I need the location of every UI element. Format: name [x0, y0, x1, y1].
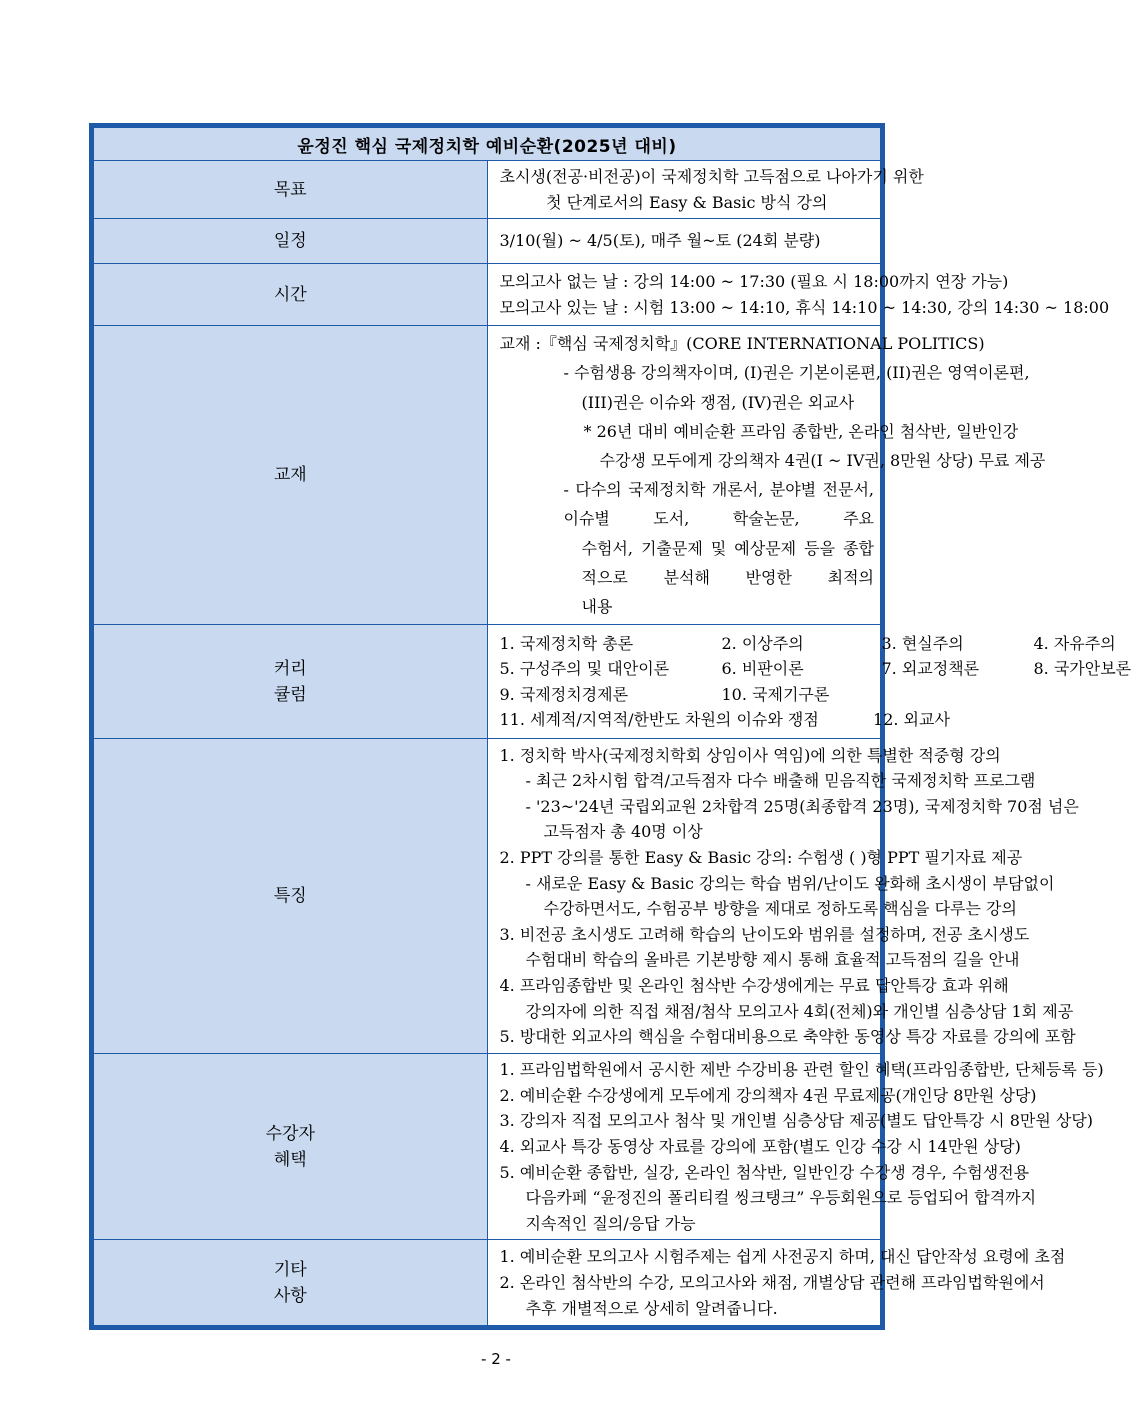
curriculum-item: 7. 외교정책론 [881, 659, 980, 679]
features-line: 2. PPT 강의를 통한 Easy & Basic 강의: 수험생 ( )형 PPT 필기자료 제공 [499, 848, 1023, 868]
curriculum-item: 4. 자유주의 [1033, 633, 1116, 653]
curriculum-item: 9. 국제정치경제론 [499, 684, 629, 704]
time-label: 시간 [94, 264, 488, 326]
curriculum-label-line: 큘럼 [273, 684, 307, 705]
features-line: - 새로운 Easy & Basic 강의는 학습 범위/난이도 완화해 초시생이 부담없이 [525, 873, 1055, 893]
features-line: 4. 프라임종합반 및 온라인 첨삭반 수강생에게는 무료 답안특강 효과 위해 [499, 976, 1009, 995]
etc-line: 추후 개별적으로 상세히 알려줍니다. [525, 1298, 778, 1318]
curriculum-item: 3. 현실주의 [881, 633, 964, 653]
textbook-content [487, 326, 1046, 625]
benefits-line: 2. 예비순환 수강생에게 모두에게 강의책자 4권 무료제공(개인당 8만원 상당) [499, 1085, 1037, 1105]
features-line: 수강하면서도, 수험공부 방향을 제대로 정하도록 핵심을 다루는 강의 [543, 899, 1017, 919]
schedule-label: 일정 [94, 219, 488, 264]
benefits-line: 5. 예비순환 종합반, 실강, 온라인 첨삭반, 일반인강 수강생 경우, 수험생전용 [499, 1162, 1030, 1182]
features-content [487, 739, 1079, 1054]
textbook-line: 교재 :『핵심 국제정치학』(CORE INTERNATIONAL POLITICS) [499, 334, 985, 354]
course-info-table [89, 123, 1131, 1330]
benefits-label-line: 혜택 [273, 1149, 307, 1170]
features-line: 5. 방대한 외교사의 핵심을 수험대비용으로 축약한 동영상 특강 자료를 강의에 포함 [499, 1027, 1076, 1047]
textbook-label: 교재 [94, 326, 488, 625]
etc-line: 1. 예비순환 모의고사 시험주제는 쉽게 사전공지 하며, 대신 답안작성 요령에 초점 [499, 1247, 1066, 1267]
etc-label [94, 1240, 488, 1326]
curriculum-label [94, 625, 488, 739]
goal-line: 첫 단계로서의 Easy & Basic 방식 강의 [546, 192, 828, 212]
curriculum-content [487, 625, 1131, 739]
time-content [487, 264, 1110, 326]
textbook-line: 내용 [581, 597, 613, 617]
curriculum-item: 11. 세계적/지역적/한반도 차원의 이슈와 쟁점 [499, 710, 819, 730]
schedule-content: 3/10(월) ~ 4/5(토), 매주 월~토 (24회 분량) [487, 219, 881, 264]
curriculum-item: 12. 외교사 [873, 710, 950, 730]
time-line: 모의고사 있는 날 : 시험 13:00 ~ 14:10, 휴식 14:10 ~ 14:30, 강의 14:30 ~ 18:00 [499, 297, 1110, 317]
benefits-line: 지속적인 질의/응답 가능 [525, 1213, 696, 1233]
features-line: 1. 정치학 박사(국제정치학회 상임이사 역임)에 의한 특별한 적중형 강의 [499, 745, 1001, 765]
goal-line: 초시생(전공·비전공)이 국제정치학 고득점으로 나아가기 위한 [499, 167, 924, 186]
features-line: 3. 비전공 초시생도 고려해 학습의 난이도와 범위를 설정하며, 전공 초시생도 [499, 924, 1030, 944]
textbook-line: (III)권은 이슈와 쟁점, (IV)권은 외교사 [581, 392, 855, 412]
curriculum-grid [499, 631, 1131, 708]
textbook-line: 수강생 모두에게 강의책자 4권(I ~ IV권, 8만원 상당) 무료 제공 [599, 451, 1046, 470]
curriculum-item: 2. 이상주의 [721, 633, 804, 653]
benefits-label-line: 수강자 [265, 1123, 315, 1144]
benefits-line: 3. 강의자 직접 모의고사 첨삭 및 개인별 심층상담 제공(별도 답안특강 시 8만원 상당) [499, 1111, 1094, 1131]
curriculum-last-row [499, 707, 950, 733]
features-label: 특징 [94, 739, 488, 1054]
table-title: 윤정진 핵심 국제정치학 예비순환(2025년 대비) [94, 128, 881, 161]
curriculum-item: 1. 국제정치학 총론 [499, 633, 634, 653]
textbook-line: - 다수의 국제정치학 개론서, 분야별 전문서, 이슈별 도서, 학술논문, 주요 [563, 480, 874, 529]
benefits-line: 4. 외교사 특강 동영상 자료를 강의에 포함(별도 인강 수강 시 14만원 상당) [499, 1137, 1021, 1156]
benefits-line: 다음카페 “윤정진의 폴리티컬 씽크탱크” 우등회원으로 등업되어 합격까지 [525, 1188, 1037, 1208]
benefits-label [94, 1054, 488, 1240]
goal-label: 목표 [94, 161, 488, 219]
curriculum-label-line: 커리 [273, 658, 307, 679]
etc-label-line: 기타 [273, 1259, 307, 1280]
textbook-line: 수험서, 기출문제 및 예상문제 등을 종합적으로 분석해 반영한 최적의 [581, 538, 874, 587]
page-number: - 2 - [481, 1350, 511, 1368]
textbook-line: - 수험생용 강의책자이며, (I)권은 기본이론편, (II)권은 영역이론편, [563, 363, 1030, 383]
curriculum-item: 10. 국제기구론 [721, 684, 830, 704]
etc-content [487, 1240, 1066, 1326]
curriculum-item: 6. 비판이론 [721, 659, 804, 679]
features-line: 수험대비 학습의 올바른 기본방향 제시 통해 효율적 고득점의 길을 안내 [525, 950, 1020, 970]
curriculum-item: 8. 국가안보론 [1033, 659, 1131, 679]
etc-line: 2. 온라인 첨삭반의 수강, 모의고사와 채점, 개별상담 관련해 프라임법학원에서 [499, 1273, 1045, 1293]
goal-content [487, 161, 924, 219]
features-line: - '23~'24년 국립외교원 2차합격 25명(최종합격 23명), 국제정치학 70점 넘은 [525, 796, 1079, 816]
features-line: - 최근 2차시험 합격/고득점자 다수 배출해 믿음직한 국제정치학 프로그램 [525, 771, 1036, 791]
curriculum-item: 5. 구성주의 및 대안이론 [499, 659, 670, 679]
textbook-line: * 26년 대비 예비순환 프라임 종합반, 온라인 첨삭반, 일반인강 [583, 421, 1019, 441]
benefits-content [487, 1054, 1104, 1240]
features-line: 고득점자 총 40명 이상 [543, 822, 703, 842]
benefits-line: 1. 프라임법학원에서 공시한 제반 수강비용 관련 할인 혜택(프라임종합반, 단체등록 등) [499, 1060, 1104, 1080]
features-line: 강의자에 의한 직접 채점/첨삭 모의고사 4회(전체)와 개인별 심층상담 1회 제공 [525, 1001, 1074, 1021]
etc-label-line: 사항 [273, 1285, 307, 1306]
time-line: 모의고사 없는 날 : 강의 14:00 ~ 17:30 (필요 시 18:00까지 연장 가능) [499, 272, 1009, 292]
